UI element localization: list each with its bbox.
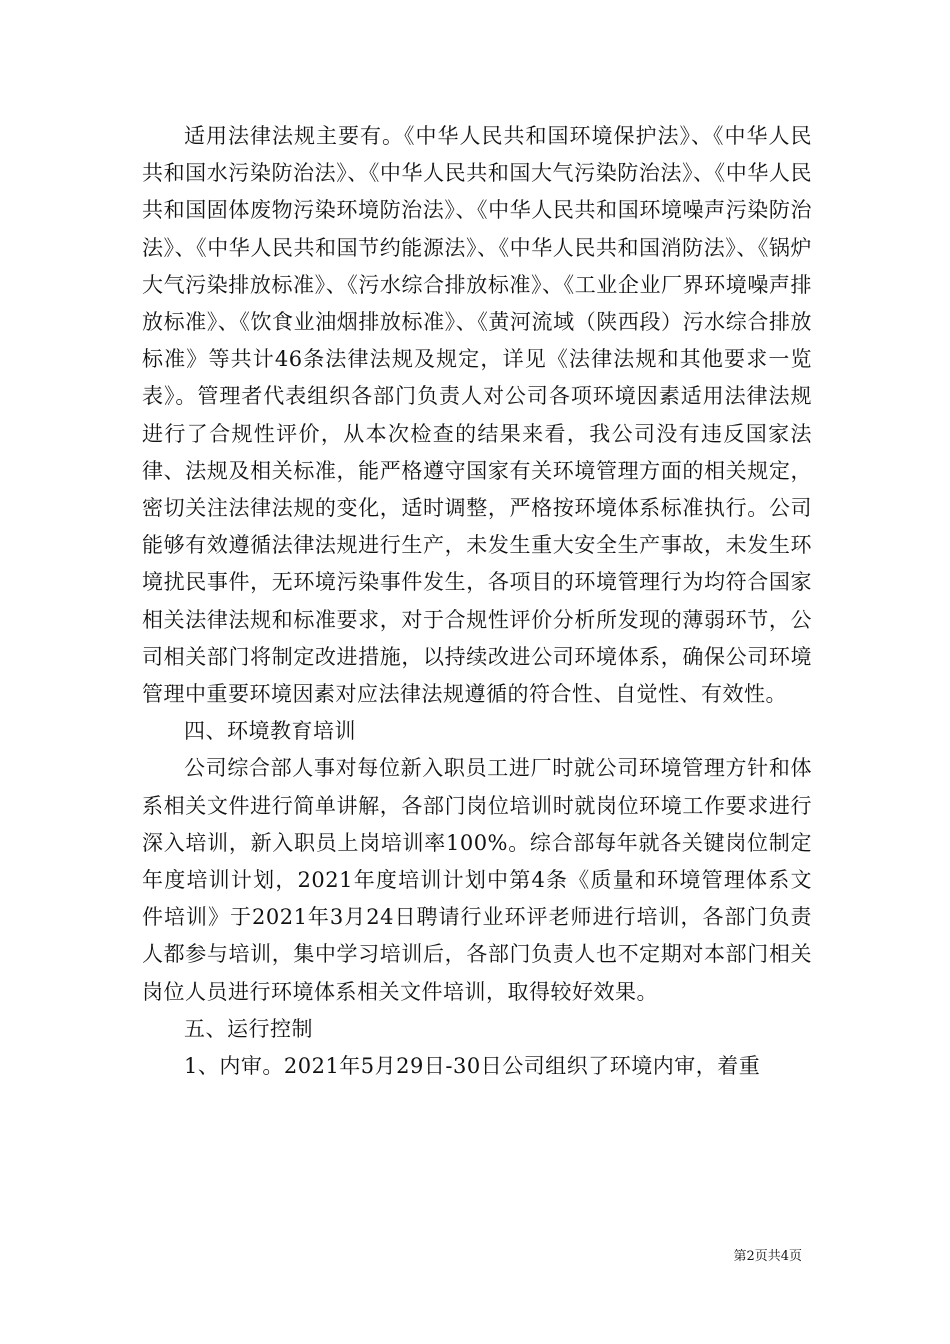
document-body [142, 118, 812, 1085]
paragraph-training: 公司综合部人事对每位新入职员工进厂时就公司环境管理方针和体系相关文件进行简单讲解，各部门岗位培训时就岗位环境工作要求进行深入培训，新入职员上岗培训率100%。综合部每年就各关键岗位制定年度培训计划，2021年度培训计划中第4条《质量和环境管理体系文件培训》于2021年3月24日聘请行业环评老师进行培训，各部门负责人都参与培训，集中学习培训后，各部门负责人也不定期对本部门相关岗位人员进行环境体系相关文件培训，取得较好效果。 [142, 756, 812, 1004]
page-number-footer: 第2页共4页 [733, 1249, 802, 1264]
paragraph-internal-audit: 1、内审。2021年5月29日-30日公司组织了环境内审，着重 [184, 1054, 761, 1079]
section-heading-training: 四、环境教育培训 [184, 719, 356, 744]
section-heading-operation-control: 五、运行控制 [184, 1016, 313, 1041]
paragraph-applicable-laws: 适用法律法规主要有。《中华人民共和国环境保护法》、《中华人民共和国水污染防治法》、《中华人民共和国大气污染防治法》、《中华人民共和国固体废物污染环境防治法》、《中华人民共和国环境噪声污染防治法》、《中华人民共和国节约能源法》、《中华人民共和国消防法》、《锅炉大气污染排放标准》、《污水综合排放标准》、《工业企业厂界环境噪声排放标准》、《饮食业油烟排放标准》、《黄河流域（陕西段）污水综合排放标准》等共计46条法律法规及规定，详见《法律法规和其他要求一览表》。管理者代表组织各部门负责人对公司各项环境因素适用法律法规进行了合规性评价，从本次检查的结果来看，我公司没有违反国家法律、法规及相关标准，能严格遵守国家有关环境管理方面的相关规定，密切关注法律法规的变化，适时调整，严格按环境体系标准执行。公司能够有效遵循法律法规进行生产，未发生重大安全生产事故，未发生环境扰民事件，无环境污染事件发生，各项目的环境管理行为均符合国家相关法律法规和标准要求，对于合规性评价分析所发现的薄弱环节，公司相关部门将制定改进措施，以持续改进公司环境体系，确保公司环境管理中重要环境因素对应法律法规遵循的符合性、自觉性、有效性。 [142, 124, 812, 707]
